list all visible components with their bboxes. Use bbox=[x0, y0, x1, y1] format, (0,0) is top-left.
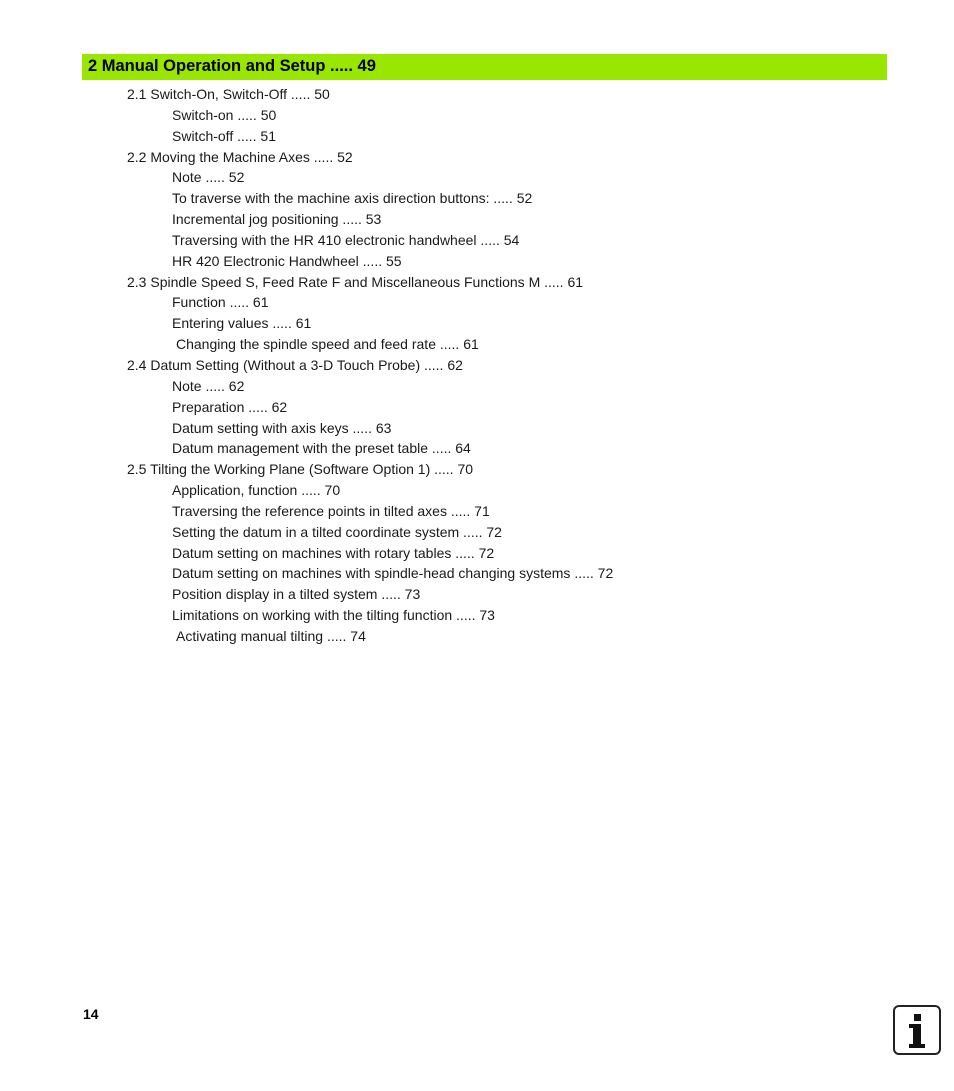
toc-subsection-entry[interactable]: Traversing the reference points in tilted axes ..... 71 bbox=[172, 502, 490, 519]
toc-section-entry[interactable]: 2.3 Spindle Speed S, Feed Rate F and Miscellaneous Functions M ..... 61 bbox=[127, 273, 584, 290]
toc-subsection-entry[interactable]: Function ..... 61 bbox=[172, 294, 269, 311]
toc-subsection-entry[interactable]: Datum setting on machines with rotary tables ..... 72 bbox=[172, 544, 495, 561]
toc-subsection-entry[interactable]: Datum setting on machines with spindle-head changing systems ..... 72 bbox=[172, 565, 614, 582]
toc-subsection-entry[interactable]: Limitations on working with the tilting function ..... 73 bbox=[172, 607, 495, 624]
chapter-header bbox=[82, 54, 887, 80]
page-number: 14 bbox=[83, 1006, 99, 1022]
toc-subsection-entry[interactable]: Traversing with the HR 410 electronic handwheel ..... 54 bbox=[172, 231, 520, 248]
toc-section-entry[interactable]: 2.2 Moving the Machine Axes ..... 52 bbox=[127, 148, 353, 165]
toc-subsection-entry[interactable]: Preparation ..... 62 bbox=[172, 398, 288, 415]
toc-subsection-entry[interactable]: Changing the spindle speed and feed rate ..... 61 bbox=[176, 336, 479, 353]
toc-subsection-entry[interactable]: Entering values ..... 61 bbox=[172, 315, 312, 332]
chapter-title[interactable]: 2 Manual Operation and Setup ..... 49 bbox=[88, 57, 376, 75]
toc-subsection-entry[interactable]: To traverse with the machine axis direction buttons: ..... 52 bbox=[172, 190, 533, 207]
toc-subsection-entry[interactable]: Note ..... 62 bbox=[172, 377, 245, 394]
toc-subsection-entry[interactable]: Datum setting with axis keys ..... 63 bbox=[172, 419, 392, 436]
toc-subsection-entry[interactable]: HR 420 Electronic Handwheel ..... 55 bbox=[172, 252, 402, 269]
toc-subsection-entry[interactable]: Incremental jog positioning ..... 53 bbox=[172, 211, 382, 228]
table-of-contents bbox=[0, 84, 954, 647]
toc-subsection-entry[interactable]: Switch-on ..... 50 bbox=[172, 106, 277, 123]
toc-section-entry[interactable]: 2.1 Switch-On, Switch-Off ..... 50 bbox=[127, 86, 330, 102]
info-icon bbox=[893, 1005, 941, 1055]
toc-subsection-entry[interactable]: Setting the datum in a tilted coordinate system ..... 72 bbox=[172, 523, 502, 540]
toc-subsection-entry[interactable]: Datum management with the preset table ..... 64 bbox=[172, 440, 471, 457]
toc-subsection-entry[interactable]: Position display in a tilted system ..... 73 bbox=[172, 586, 421, 603]
toc-subsection-entry[interactable]: Application, function ..... 70 bbox=[172, 482, 341, 499]
toc-subsection-entry[interactable]: Switch-off ..... 51 bbox=[172, 127, 277, 144]
toc-subsection-entry[interactable]: Activating manual tilting ..... 74 bbox=[176, 627, 366, 644]
toc-section-entry[interactable]: 2.4 Datum Setting (Without a 3-D Touch Probe) ..... 62 bbox=[127, 356, 463, 373]
toc-subsection-entry[interactable]: Note ..... 52 bbox=[172, 169, 245, 186]
toc-section-entry[interactable]: 2.5 Tilting the Working Plane (Software Option 1) ..... 70 bbox=[127, 461, 474, 478]
